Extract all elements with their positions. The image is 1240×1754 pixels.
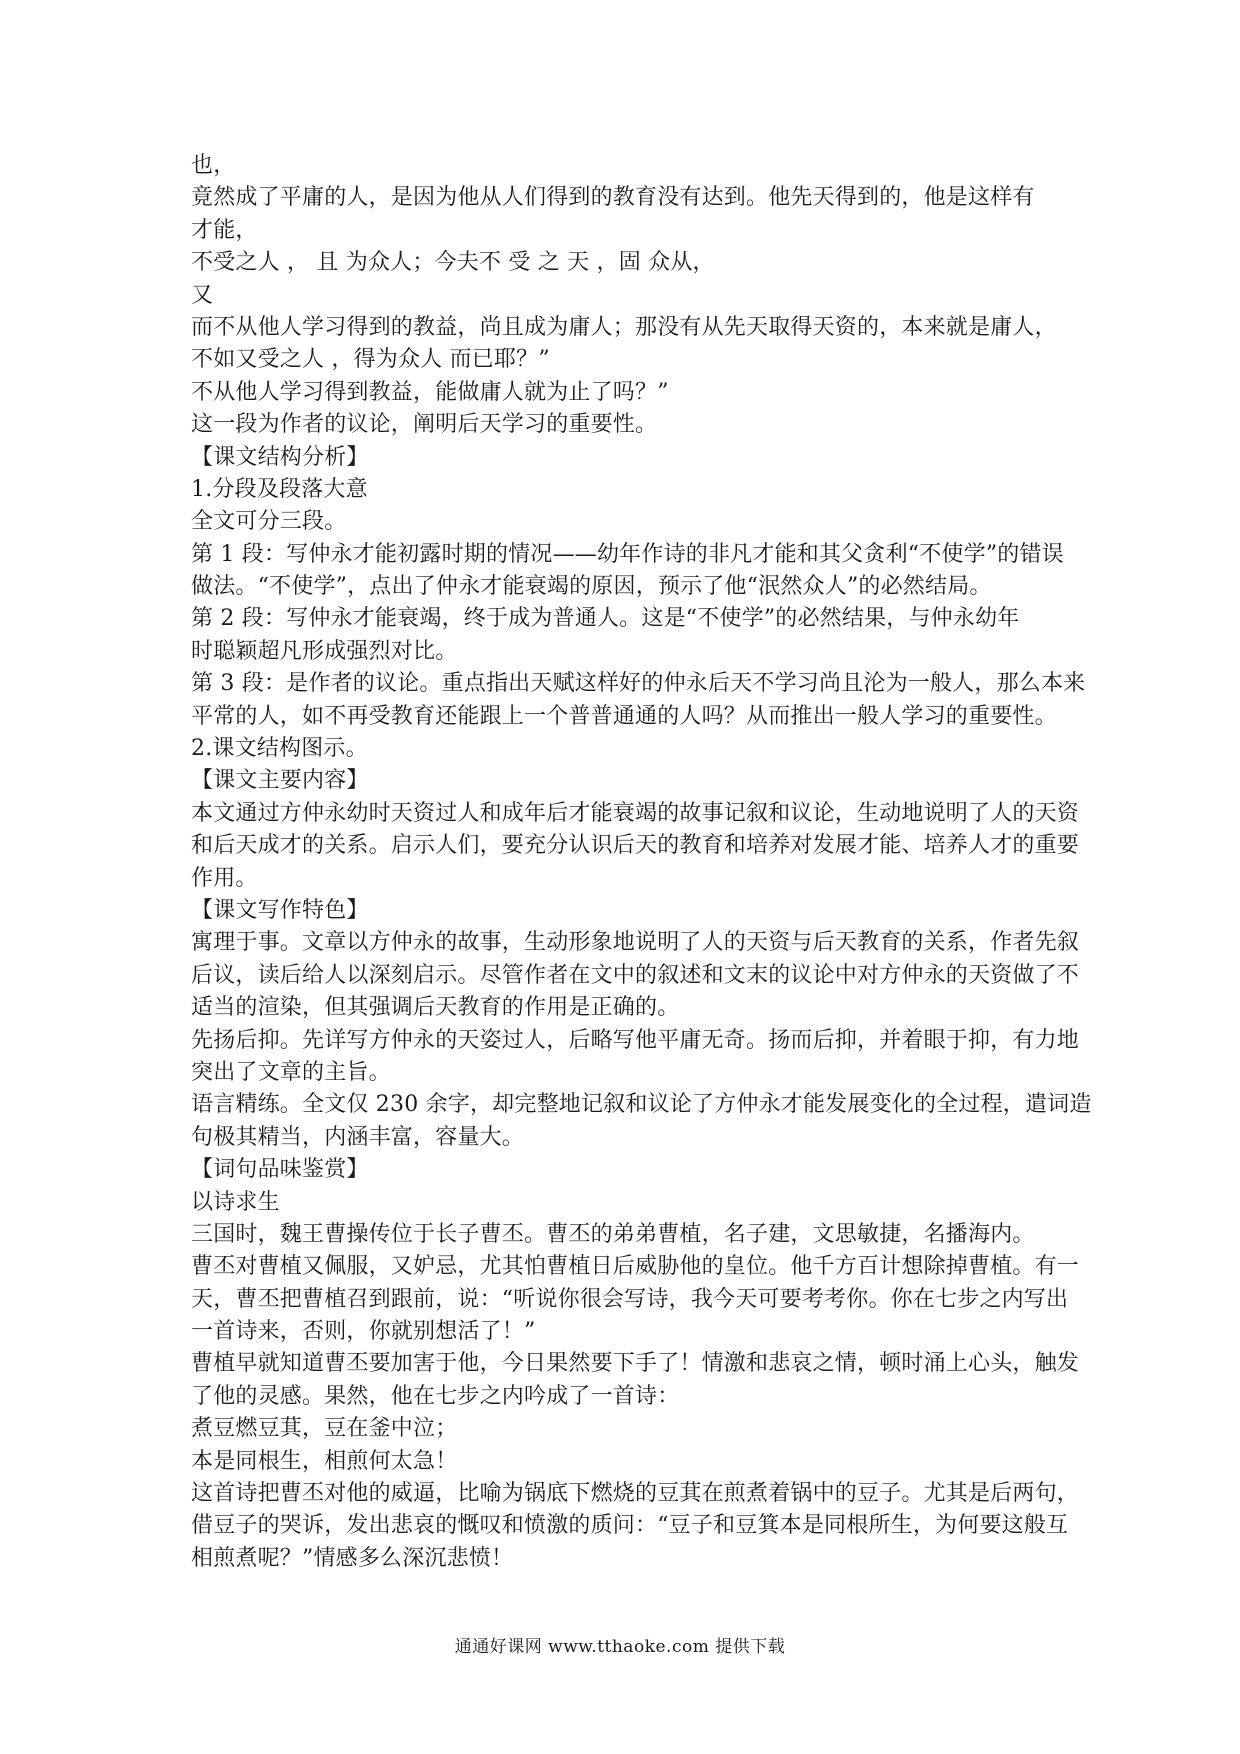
text-line: 2.课文结构图示。 bbox=[191, 736, 368, 762]
text-line: 寓理于事。文章以方仲永的故事，生动形象地说明了人的天资与后天教育的关系，作者先叙 bbox=[191, 930, 1080, 956]
text-line: 而不从他人学习得到的教益，尚且成为庸人；那没有从先天取得天资的，本来就是庸人， bbox=[191, 314, 1057, 340]
poem-line: 煮豆燃豆萁，豆在釜中泣； bbox=[191, 1416, 458, 1442]
text-line: 平常的人，如不再受教育还能跟上一个普普通通的人吗？从而推出一般人学习的重要性。 bbox=[191, 703, 1057, 729]
text-line: 这一段为作者的议论，阐明后天学习的重要性。 bbox=[191, 412, 658, 438]
text-line: 曹丕对曹植又佩服，又妒忌，尤其怕曹植日后威胁他的皇位。他千方百计想除掉曹植。有一 bbox=[191, 1254, 1080, 1280]
text-line: 突出了文章的主旨。 bbox=[191, 1059, 391, 1085]
text-line: 也， bbox=[191, 153, 236, 178]
text-line: 又 bbox=[191, 282, 214, 308]
text-line: 第 2 段：写仲永才能衰竭，终于成为普通人。这是“不使学”的必然结果，与仲永幼年 bbox=[191, 606, 1020, 632]
text-line: 做法。“不使学”，点出了仲永才能衰竭的原因，预示了他“泯然众人”的必然结局。 bbox=[191, 574, 992, 600]
text-line: 才能， bbox=[191, 217, 258, 243]
text-line: 以诗求生 bbox=[191, 1189, 280, 1215]
text-line: 一首诗来，否则，你就别想活了！” bbox=[191, 1319, 536, 1345]
text-line: 这首诗把曹丕对他的威逼，比喻为锅底下燃烧的豆萁在煎煮着锅中的豆子。尤其是后两句， bbox=[191, 1481, 1080, 1507]
page-footer: 通通好课网 www.tthaoke.com 提供下载 bbox=[454, 1637, 786, 1657]
text-line: 了他的灵感。果然，他在七步之内吟成了一首诗： bbox=[191, 1383, 680, 1409]
text-line: 竟然成了平庸的人，是因为他从人们得到的教育没有达到。他先天得到的，他是这样有 bbox=[191, 185, 1035, 211]
text-line: 句极其精当，内涵丰富，容量大。 bbox=[191, 1124, 525, 1150]
section-heading: 【课文写作特色】 bbox=[191, 897, 369, 923]
document-body bbox=[191, 150, 1092, 1575]
text-line: 借豆子的哭诉，发出悲哀的慨叹和愤激的质问：“豆子和豆箕本是同根所生，为何要这般互 bbox=[191, 1513, 1069, 1539]
text-line: 不从他人学习得到教益，能做庸人就为止了吗？” bbox=[191, 379, 669, 405]
text-line: 先扬后抑。先详写方仲永的天姿过人，后略写他平庸无奇。扬而后抑，并着眼于抑，有力地 bbox=[191, 1027, 1080, 1053]
text-line: 1.分段及段落大意 bbox=[191, 476, 368, 502]
text-line: 第 3 段：是作者的议论。重点指出天赋这样好的仲永后天不学习尚且沦为一般人，那么本来 bbox=[191, 671, 1086, 697]
text-line: 本文通过方仲永幼时天资过人和成年后才能衰竭的故事记叙和议论，生动地说明了人的天资 bbox=[191, 800, 1080, 826]
text-line: 后议，读后给人以深刻启示。尽管作者在文中的叙述和文末的议论中对方仲永的天资做了不 bbox=[191, 962, 1080, 988]
section-heading: 【词句品味鉴赏】 bbox=[191, 1157, 369, 1183]
text-line: 第 1 段：写仲永才能初露时期的情况——幼年作诗的非凡才能和其父贪利“不使学”的错误 bbox=[191, 541, 1064, 567]
text-line: 和后天成才的关系。启示人们，要充分认识后天的教育和培养对发展才能、培养人才的重要 bbox=[191, 833, 1080, 859]
text-line: 作用。 bbox=[191, 865, 258, 891]
text-line: 不受之人 ， 且 为众人；今夫不 受 之 天 ，固 众从， bbox=[191, 250, 715, 276]
text-line: 时聪颖超凡形成强烈对比。 bbox=[191, 638, 458, 664]
text-line: 语言精练。全文仅 230 余字，却完整地记叙和议论了方仲永才能发展变化的全过程，遣词造 bbox=[191, 1092, 1092, 1118]
text-line: 曹植早就知道曹丕要加害于他，今日果然要下手了！情激和悲哀之情，顿时涌上心头，触发 bbox=[191, 1351, 1080, 1377]
text-line: 全文可分三段。 bbox=[191, 509, 347, 535]
section-heading: 【课文主要内容】 bbox=[191, 768, 369, 794]
text-line: 三国时，魏王曹操传位于长子曹丕。曹丕的弟弟曹植，名子建，文思敏捷，名播海内。 bbox=[191, 1221, 1035, 1247]
text-line: 天，曹丕把曹植召到跟前，说：“听说你很会写诗，我今天可要考考你。你在七步之内写出 bbox=[191, 1286, 1069, 1312]
text-line: 适当的渲染，但其强调后天教育的作用是正确的。 bbox=[191, 995, 680, 1021]
text-line: 相煎煮呢？”情感多么深沉悲愤！ bbox=[191, 1545, 514, 1571]
poem-line: 本是同根生，相煎何太急！ bbox=[191, 1448, 458, 1474]
text-line: 不如又受之人 ，得为众人 而已耶？” bbox=[191, 347, 550, 373]
section-heading: 【课文结构分析】 bbox=[191, 444, 369, 470]
